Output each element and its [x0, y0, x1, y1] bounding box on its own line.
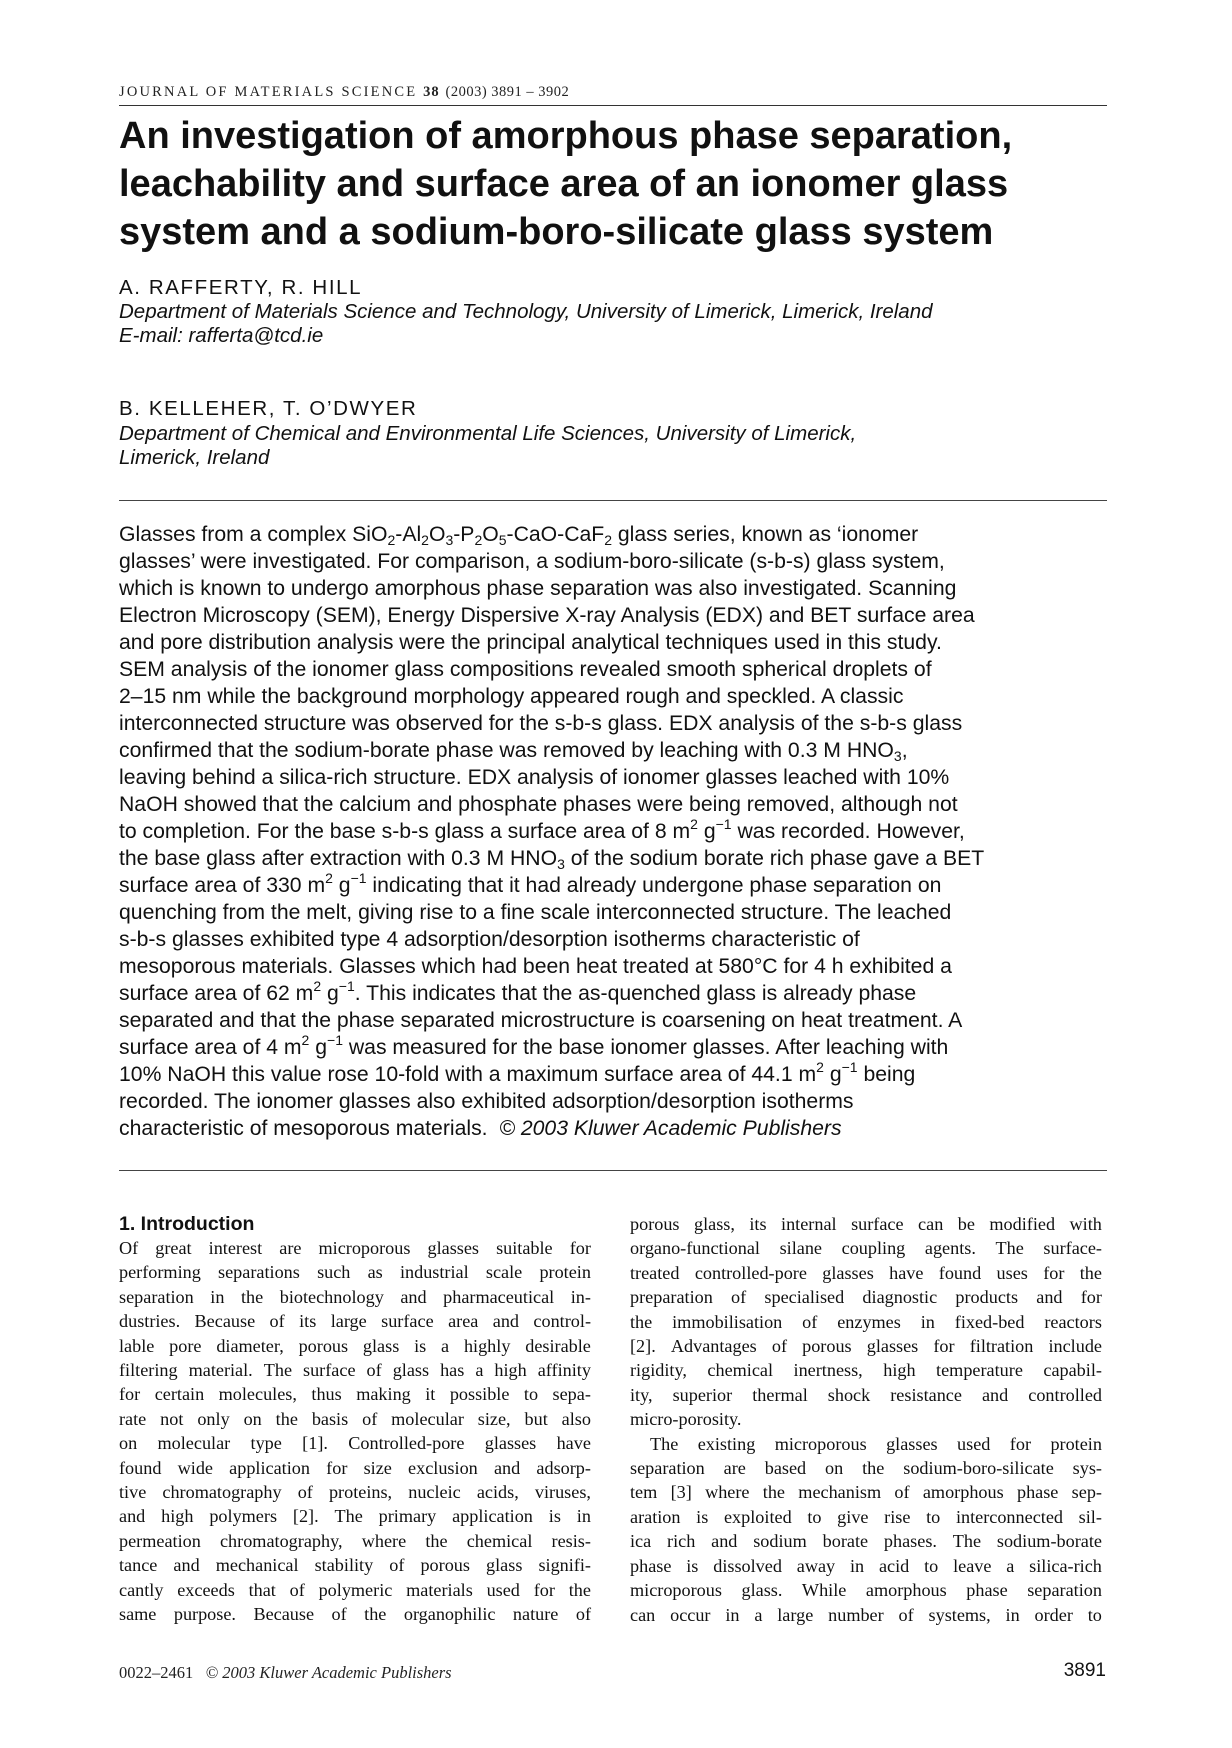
footer-copyright: © 2003 Kluwer Academic Publishers	[205, 1663, 452, 1682]
intro-left-text	[119, 1236, 591, 1627]
abstract-line: SEM analysis of the ionomer glass compositions revealed smooth spherical droplets of	[119, 658, 932, 681]
abstract-line: recorded. The ionomer glasses also exhibited adsorption/desorption isotherms	[119, 1090, 854, 1113]
abstract-line: Glasses from a complex $SiO_2-Al_2O_3-P_2O_5-CaO-CaF_2$ glass series, known as ‘ionomer	[119, 523, 919, 548]
divider-top	[119, 500, 1107, 501]
text-line: rate not only on the basis of molecular size, but also	[119, 1408, 591, 1429]
text-line: the immobilisation of enzymes in fixed-bed reactors	[630, 1311, 1102, 1332]
text-line: preparation of specialised diagnostic products and for	[630, 1287, 1102, 1308]
text-line: filtering material. The surface of glass has a high affinity	[119, 1360, 591, 1381]
page-number: 3891	[1063, 1660, 1106, 1681]
abstract-line: s-b-s glasses exhibited type 4 adsorption/desorption isotherms characteristic of	[119, 928, 860, 951]
text-line: cantly exceeds that of polymeric materials used for the	[119, 1579, 591, 1600]
text-line: on molecular type [1]. Controlled-pore glasses have	[119, 1433, 591, 1454]
author-email: E-mail: rafferta@tcd.ie	[119, 324, 324, 347]
affiliation-text: Limerick, Ireland	[119, 446, 270, 469]
abstract-line: confirmed that the sodium-borate phase was removed by leaching with 0.3 M $HNO_3$,	[119, 739, 908, 764]
abstract-line: surface area of 4 $m^2$ $g^{-1}$ was measured for the base ionomer glasses. After leaching with	[119, 1032, 949, 1059]
abstract-line: 2–15 nm while the background morphology appeared rough and speckled. A classic	[119, 685, 904, 708]
issn: 0022–2461	[119, 1663, 194, 1682]
author-names-group-1: A. RAFFERTY, R. HILL	[119, 276, 363, 299]
text-line: The existing microporous glasses used for protein	[650, 1433, 1102, 1454]
text-line: rigidity, chemical inertness, high temperature capabil-	[630, 1360, 1102, 1381]
intro-right-text	[630, 1212, 1102, 1627]
abstract-line: glasses’ were investigated. For comparison, a sodium-boro-silicate (s-b-s) glass system,	[119, 550, 945, 573]
text-line: found wide application for size exclusion and adsorp-	[119, 1457, 591, 1478]
article-title	[119, 112, 1119, 256]
abstract	[119, 521, 1119, 1142]
text-line: same purpose. Because of the organophilic nature of	[119, 1604, 591, 1625]
text-line: separation in the biotechnology and pharmaceutical in-	[119, 1286, 591, 1307]
text-line: microporous glass. While amorphous phase separation	[630, 1580, 1102, 1601]
abstract-line: separated and that the phase separated microstructure is coarsening on heat treatment. A	[119, 1009, 963, 1032]
abstract-line: the base glass after extraction with 0.3 M $HNO_3$ of the sodium borate rich phase gave a BET	[119, 847, 985, 872]
journal-header	[119, 84, 1107, 106]
journal-name: JOURNAL OF MATERIALS SCIENCE	[119, 84, 418, 100]
abstract-line: 10% NaOH this value rose 10-fold with a maximum surface area of 44.1 $m^2$ $g^{-1}$ being	[119, 1059, 916, 1086]
text-line: [2]. Advantages of porous glasses for filtration include	[630, 1336, 1102, 1357]
text-line: performing separations such as industrial scale protein	[119, 1262, 591, 1283]
text-line: aration is exploited to give rise to interconnected sil-	[630, 1506, 1102, 1527]
abstract-line: and pore distribution analysis were the principal analytical techniques used in this study.	[119, 631, 942, 654]
text-line: phase is dissolved away in acid to leave a silica-rich	[630, 1555, 1102, 1576]
text-line: for certain molecules, thus making it possible to sepa-	[119, 1384, 591, 1405]
abstract-line: mesoporous materials. Glasses which had been heat treated at 580°C for 4 h exhibited a	[119, 955, 952, 978]
body-column-left	[119, 1212, 591, 1627]
affiliation-text: Department of Materials Science and Technology, University of Limerick, Limerick, Ireland	[119, 300, 933, 323]
text-line: ica rich and sodium borate phases. The sodium-borate	[630, 1531, 1102, 1552]
text-line: tance and mechanical stability of porous glass signifi-	[119, 1555, 591, 1576]
title-line: system and a sodium-boro-silicate glass system	[119, 211, 994, 253]
text-line: tem [3] where the mechanism of amorphous phase sep-	[630, 1482, 1102, 1503]
body-column-right	[630, 1212, 1102, 1627]
text-line: dustries. Because of its large surface area and control-	[119, 1311, 591, 1332]
abstract-line: surface area of 62 $m^2$ $g^{-1}$. This indicates that the as-quenched glass is already phase	[119, 978, 917, 1005]
affiliation-text: Department of Chemical and Environmental Life Sciences, University of Limerick,	[119, 422, 857, 445]
abstract-line: characteristic of mesoporous materials. © 2003 Kluwer Academic Publishers	[119, 1117, 842, 1140]
abstract-copyright: © 2003 Kluwer Academic Publishers	[499, 1117, 842, 1140]
footer-issn-copyright	[119, 1663, 452, 1683]
abstract-line: to completion. For the base s-b-s glass a surface area of 8 $m^2$ $g^{-1}$ was recorded. However,	[119, 816, 965, 843]
abstract-line: leaving behind a silica-rich structure. EDX analysis of ionomer glasses leached with 10%	[119, 766, 950, 789]
section-heading: 1. Introduction	[119, 1213, 255, 1235]
author-names-group-2: B. KELLEHER, T. O’DWYER	[119, 397, 418, 420]
journal-year-pages: (2003) 3891 – 3902	[445, 84, 570, 100]
text-line: organo-functional silane coupling agents. The surface-	[630, 1238, 1102, 1259]
text-line: porous glass, its internal surface can be modified with	[630, 1214, 1102, 1234]
text-line: micro-porosity.	[630, 1409, 742, 1430]
text-line: lable pore diameter, porous glass is a highly desirable	[119, 1335, 591, 1356]
text-line: permeation chromatography, where the chemical resis-	[119, 1530, 591, 1551]
abstract-line: which is known to undergo amorphous phase separation was also investigated. Scanning	[119, 577, 957, 600]
abstract-line: Electron Microscopy (SEM), Energy Dispersive X-ray Analysis (EDX) and BET surface area	[119, 604, 975, 627]
text-line: can occur in a large number of systems, in order to	[630, 1604, 1102, 1625]
affiliation-group-1	[119, 300, 1139, 348]
text-line: treated controlled-pore glasses have found uses for the	[630, 1262, 1102, 1283]
text-line: ity, superior thermal shock resistance and controlled	[630, 1384, 1102, 1405]
abstract-line: quenching from the melt, giving rise to a fine scale interconnected structure. The leached	[119, 901, 952, 924]
journal-volume: 38	[423, 84, 440, 100]
abstract-line: interconnected structure was observed for the s-b-s glass. EDX analysis of the s-b-s glass	[119, 712, 963, 735]
abstract-line: NaOH showed that the calcium and phosphate phases were being removed, although not	[119, 793, 958, 816]
text-line: tive chromatography of proteins, nucleic acids, viruses,	[119, 1482, 591, 1503]
text-line: Of great interest are microporous glasses suitable for	[119, 1238, 591, 1258]
divider-bottom	[119, 1170, 1107, 1171]
title-line: An investigation of amorphous phase separation,	[119, 115, 1013, 157]
affiliation-group-2	[119, 422, 1139, 470]
text-line: and high polymers [2]. The primary application is in	[119, 1506, 591, 1527]
text-line: separation are based on the sodium-boro-silicate sys-	[630, 1458, 1102, 1479]
title-line: leachability and surface area of an ionomer glass	[119, 163, 1009, 205]
abstract-line: surface area of 330 $m^2$ $g^{-1}$ indicating that it had already undergone phase separation on	[119, 870, 942, 897]
